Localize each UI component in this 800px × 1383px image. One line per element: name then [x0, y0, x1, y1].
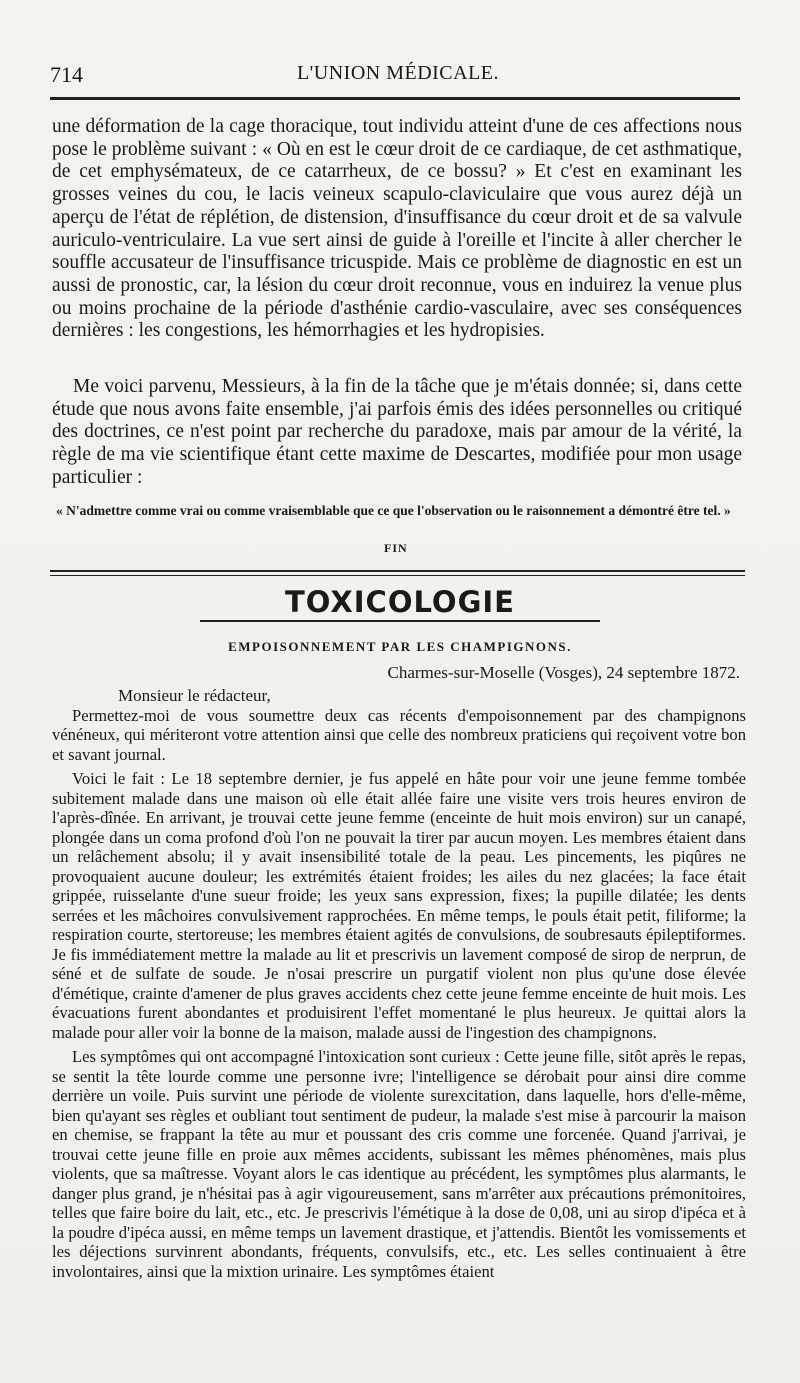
article-dateline: Charmes-sur-Moselle (Vosges), 24 septembre 1872. — [387, 663, 740, 682]
article-body — [52, 686, 746, 1281]
lecture-paragraph-2-text: Me voici parvenu, Messieurs, à la fin de la tâche que je m'étais donnée; si, dans cette étude que nous avons faite ensemble, j'ai parfois émis des idées personnelles ou critiqué des doctrines, ce n'est point par recherche du paradoxe, mais par amour de la vérité, la règle de ma vie scientifique étant cette maxime de Descartes, modifiée pour mon usage particulier : — [52, 376, 742, 488]
section-title: TOXICOLOGIE — [285, 585, 515, 619]
section-title-rule — [200, 620, 600, 622]
article-salutation: Monsieur le rédacteur, — [118, 686, 271, 705]
lecture-paragraph-2 — [52, 376, 742, 490]
article-paragraph-2: Voici le fait : Le 18 septembre dernier, je fus appelé en hâte pour voir une jeune femme tombée subitement malade dans une maison où elle était allée faire une visite vers trois heures environ de l'après-dînée. En arrivant, je trouvai cette jeune femme (enceinte de huit mois environ) sur un canapé, plongée dans un coma profond d'où l'on ne pouvait la tirer par aucun moyen. Les membres étaient dans un relâchement absolu; il y avait insensibilité totale de la peau. Les pincements, les piqûres ne provoquaient aucune douleur; les extrémités étaient froides; les ailes du nez glacées; la face était grippée, ruisselante d'une sueur froide; les yeux sans expression, fixes; la pupille dilatée; les dents serrées et les mâchoires convulsivement rapprochées. En même temps, le pouls était petit, filiforme; la respiration courte, stertoreuse; les membres étaient agités de convulsions, de soubresauts épileptiformes. Je fis immédiatement mettre la malade au lit et prescrivis un lavement composé de sirop de nerprun, de séné et de sulfate de soude. Je n'osai prescrire un purgatif violent non plus qu'une dose élevée d'émétique, crainte d'amener de plus graves accidents chez cette jeune femme enceinte de huit mois. Les évacuations furent abondantes et produisirent l'effet momentané le plus heureux. Je quittai alors la malade pour aller voir la bonne de la maison, malade aussi de l'ingestion des champignons. — [52, 769, 746, 1042]
page-number: 714 — [50, 62, 83, 87]
fin-marker: FIN — [384, 541, 408, 555]
lecture-paragraph-1 — [52, 116, 742, 343]
running-title: L'UNION MÉDICALE. — [296, 62, 500, 84]
descartes-quote: « N'admettre comme vrai ou comme vraisemblable que ce que l'observation ou le raisonnement a démontré être tel. » — [56, 503, 731, 518]
header-rule — [50, 97, 740, 100]
article-paragraph-3: Les symptômes qui ont accompagné l'intoxication sont curieux : Cette jeune fille, sitôt après le repas, se sentit la tête lourde comme une personne ivre; l'intelligence se dérobait pour ainsi dire comme derrière un voile. Puis survint une période de violente surexcitation, dans laquelle, hors d'elle-même, bien qu'ayant ses règles et oubliant tout sentiment de pudeur, la malade s'est mise à parcourir la maison en chemise, se frappant la tête au mur et poussant des cris comme une forcenée. Quand j'arrivai, je trouvai cette jeune fille en proie aux mêmes accidents, subissant les mêmes phénomènes, mais plus violents, que sa maîtresse. Voyant alors le cas identique au précédent, les symptômes plus alarmants, le danger plus grand, je n'hésitai pas à agir vigoureusement, sans m'arrêter aux précautions prémonitoires, telles que faire boire du lait, etc., etc. Je prescrivis l'émétique à la dose de 0,08, uni au sirop d'ipéca et à la poudre d'ipéca aussi, en même temps un lavement drastique, et j'attendis. Bientôt les vomissements et les déjections survinrent abondants, fréquents, convulsifs, etc., etc. Les selles continuaient à être involontaires, ainsi que la mixtion urinaire. Les symptômes étaient — [52, 1047, 746, 1281]
page-header — [48, 62, 748, 88]
article-heading: EMPOISONNEMENT PAR LES CHAMPIGNONS. — [228, 639, 572, 654]
article-paragraph-1: Permettez-moi de vous soumettre deux cas récents d'empoisonnement par des champignons vénéneux, qui mériteront votre attention ainsi que celle des nombreux praticiens qui reçoivent votre bon et savant journal. — [52, 705, 746, 764]
section-divider — [50, 570, 745, 576]
lecture-paragraph-1-text: une déformation de la cage thoracique, tout individu atteint d'une de ces affections nous pose le problème suivant : « Où en est le cœur droit de ce cardiaque, de cet asthmatique, de cet emphysémateux, de ce catarrheux, de ce bossu? » Et c'est en examinant les grosses veines du cou, le lacis veineux scapulo-claviculaire que vous aurez déjà un aperçu de l'état de réplétion, de distension, d'insuffisance du cœur droit et de sa valvule auriculo-ventriculaire. La vue sert ainsi de guide à l'oreille et l'incite à aller chercher le souffle accusateur de l'insuffisance tricuspide. Mais ce problème de diagnostic en est un aussi de pronostic, car, la lésion du cœur droit reconnue, vous en induirez la venue plus ou moins prochaine de la période d'asthénie cardio-vasculaire, avec ses conséquences dernières : les congestions, les hémorrhagies et les hydropisies. — [52, 116, 742, 342]
